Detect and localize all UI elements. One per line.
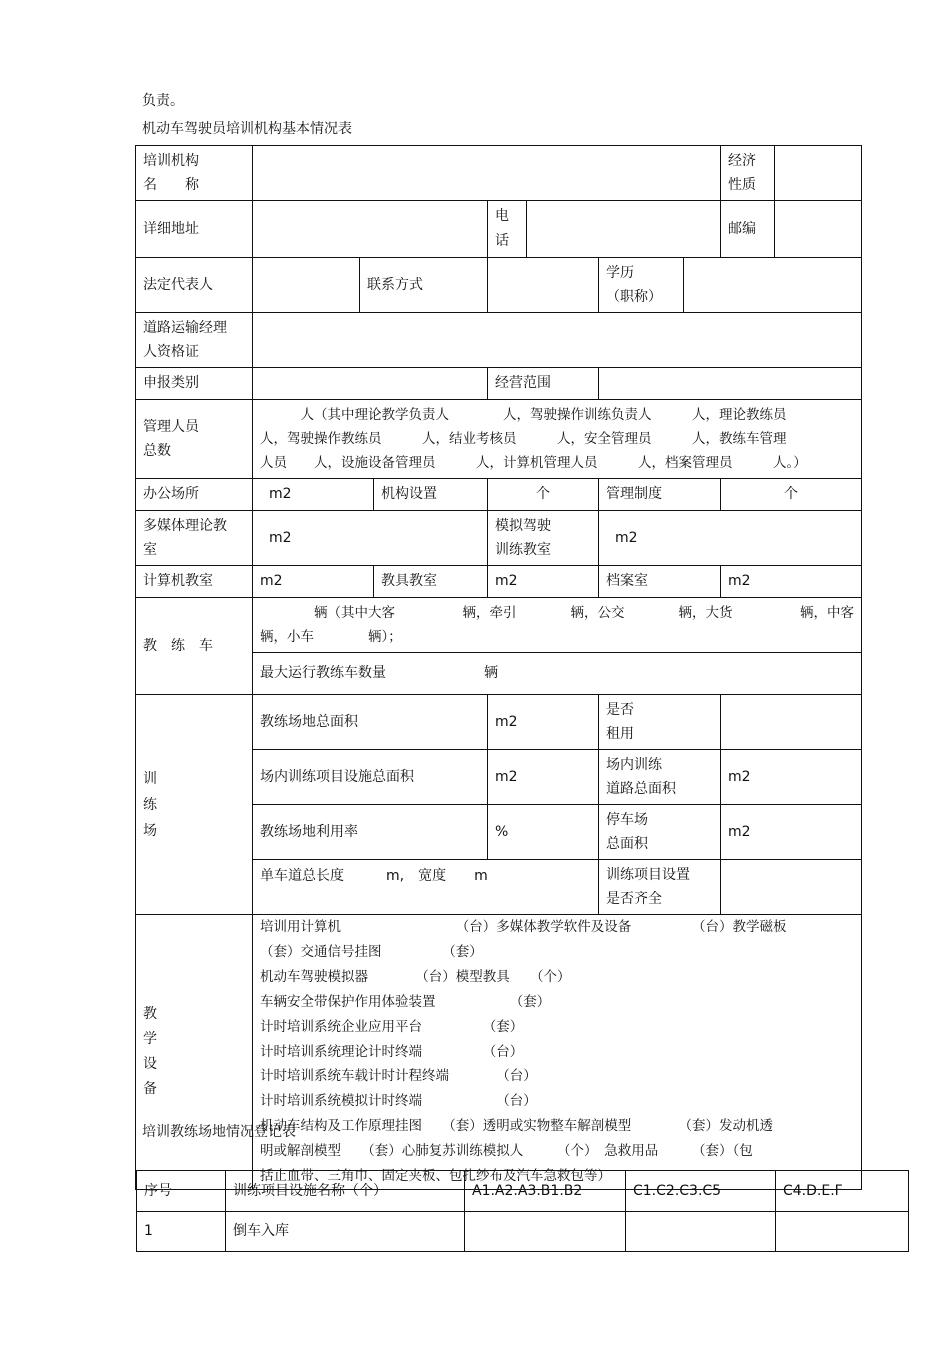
equipment-line: 计时培训系统理论计时终端 （台） (260, 1043, 524, 1060)
rent-field[interactable] (721, 695, 862, 750)
row-class-c4-f[interactable] (776, 1212, 909, 1252)
contact-field[interactable] (488, 258, 599, 313)
table1-title: 机动车驾驶员培训机构基本情况表 (142, 121, 352, 137)
org-setup-field[interactable]: 个 (488, 479, 599, 511)
sim-room-label: 模拟驾驶 训练教室 (488, 511, 599, 566)
header-class-c1-c5: C1.C2.C3.C5 (626, 1171, 776, 1212)
category-field[interactable] (253, 368, 488, 400)
mgmt-system-label: 管理制度 (599, 479, 721, 511)
manager-cert-label: 道路运输经理 人资格证 (136, 313, 253, 368)
legal-rep-label: 法定代表人 (136, 258, 253, 313)
postcode-label: 邮编 (721, 201, 775, 258)
equipment-line: 机动车驾驶模拟器 （台）模型教具 （个） (260, 968, 571, 985)
phone-field[interactable] (527, 201, 721, 258)
postcode-field[interactable] (775, 201, 862, 258)
table-row (137, 1212, 909, 1252)
equipment-line: 明或解剖模型 （套）心肺复苏训练模拟人 （个） 急救用品 （套）（包 (260, 1143, 753, 1160)
phone-label: 电话 (488, 201, 527, 258)
office-area-field[interactable]: m2 (253, 479, 374, 511)
parking-area-label: 停车场 总面积 (599, 805, 721, 860)
multimedia-room-field[interactable]: m2 (253, 511, 488, 566)
multimedia-room-label: 多媒体理论教 室 (136, 511, 253, 566)
usage-rate-label: 教练场地利用率 (253, 805, 488, 860)
equipment-line: 机动车结构及工作原理挂图 （套）透明或实物整车解剖模型 （套）发动机透 (260, 1118, 773, 1135)
sim-room-field[interactable]: m2 (599, 511, 862, 566)
project-complete-label: 训练项目设置 是否齐全 (599, 860, 721, 915)
equipment-line: 培训用计算机 （台）多媒体教学软件及设备 （台）教学磁板 (260, 919, 787, 935)
row-index: 1 (137, 1212, 226, 1252)
facility-area-label: 场内训练项目设施总面积 (253, 750, 488, 805)
archive-room-field[interactable]: m2 (721, 566, 862, 598)
address-label: 详细地址 (136, 201, 253, 258)
road-area-field[interactable]: m2 (721, 750, 862, 805)
equipment-line: 计时培训系统企业应用平台 （套） (260, 1018, 524, 1035)
row-facility-name: 倒车入库 (226, 1212, 465, 1252)
scope-field[interactable] (599, 368, 862, 400)
archive-room-label: 档案室 (599, 566, 721, 598)
row-class-a1-b2[interactable] (465, 1212, 626, 1252)
lane-length-field: 单车道总长度 m, 宽度 m (253, 860, 599, 915)
org-name-field[interactable] (253, 146, 721, 201)
equipment-line: 计时培训系统模拟计时终端 （台） (260, 1093, 537, 1110)
address-field[interactable] (253, 201, 488, 258)
max-cars-field: 最大运行教练车数量 辆 (253, 653, 862, 695)
tool-room-field[interactable]: m2 (488, 566, 599, 598)
header-index: 序号 (137, 1171, 226, 1212)
education-label: 学历 （职称） (599, 258, 684, 313)
road-area-label: 场内训练 道路总面积 (599, 750, 721, 805)
field-area-field[interactable]: m2 (488, 695, 599, 750)
teaching-equipment-label: 教 学 设 备 (136, 915, 253, 1190)
training-car-detail: 辆（其中大客 辆，牵引 辆，公交 辆，大货 辆，中客 辆，小车 辆）； (253, 598, 862, 653)
econ-nature-field[interactable] (775, 146, 862, 201)
header-facility-name: 训练项目设施名称（个） (226, 1171, 465, 1212)
manager-cert-field[interactable] (253, 313, 862, 368)
mgmt-system-field[interactable]: 个 (721, 479, 862, 511)
rent-label: 是否 租用 (599, 695, 721, 750)
computer-room-field[interactable]: m2 (253, 566, 374, 598)
usage-rate-field[interactable]: % (488, 805, 599, 860)
parking-area-field[interactable]: m2 (721, 805, 862, 860)
legal-rep-field[interactable] (253, 258, 360, 313)
row-class-c1-c5[interactable] (626, 1212, 776, 1252)
equipment-line: 括止血带、三角巾、固定夹板、包扎纱布及汽车急救包等） (260, 1168, 611, 1185)
facility-area-field[interactable]: m2 (488, 750, 599, 805)
econ-nature-label: 经济 性质 (721, 146, 775, 201)
training-field-label: 训 练 场 (136, 695, 253, 915)
top-text: 负责。 (142, 93, 184, 109)
header-class-c4-f: C4.D.E.F (776, 1171, 909, 1212)
org-setup-label: 机构设置 (374, 479, 488, 511)
equipment-line: （套）交通信号挂图 （套） (260, 943, 483, 960)
equipment-line: 车辆安全带保护作用体验装置 （套） (260, 993, 551, 1010)
staff-detail: 人（其中理论教学负责人 人，驾驶操作训练负责人 人，理论教练员 人，驾驶操作教练员 人，结业考核员 人，安全管理员 人，教练车管理 人员 人，设施设备管理员 人，计算机管理人员 人，档案管理员 人。） (253, 400, 862, 479)
table2-title: 培训教练场地情况登记表 (142, 1124, 296, 1140)
equipment-line: 计时培训系统车载计时计程终端 （台） (260, 1068, 537, 1085)
header-class-a1-b2: A1.A2.A3.B1.B2 (465, 1171, 626, 1212)
org-name-label: 培训机构 名 称 (136, 146, 253, 201)
project-complete-field[interactable] (721, 860, 862, 915)
category-label: 申报类别 (136, 368, 253, 400)
scope-label: 经营范围 (488, 368, 599, 400)
teaching-equipment-list (253, 915, 862, 1190)
training-car-label: 教 练 车 (136, 598, 253, 695)
education-field[interactable] (684, 258, 862, 313)
office-label: 办公场所 (136, 479, 253, 511)
staff-label: 管理人员 总数 (136, 400, 253, 479)
tool-room-label: 教具教室 (374, 566, 488, 598)
contact-label: 联系方式 (360, 258, 488, 313)
institution-basic-info-table (135, 145, 862, 1190)
field-area-label: 教练场地总面积 (253, 695, 488, 750)
training-field-register-table (136, 1170, 909, 1252)
computer-room-label: 计算机教室 (136, 566, 253, 598)
